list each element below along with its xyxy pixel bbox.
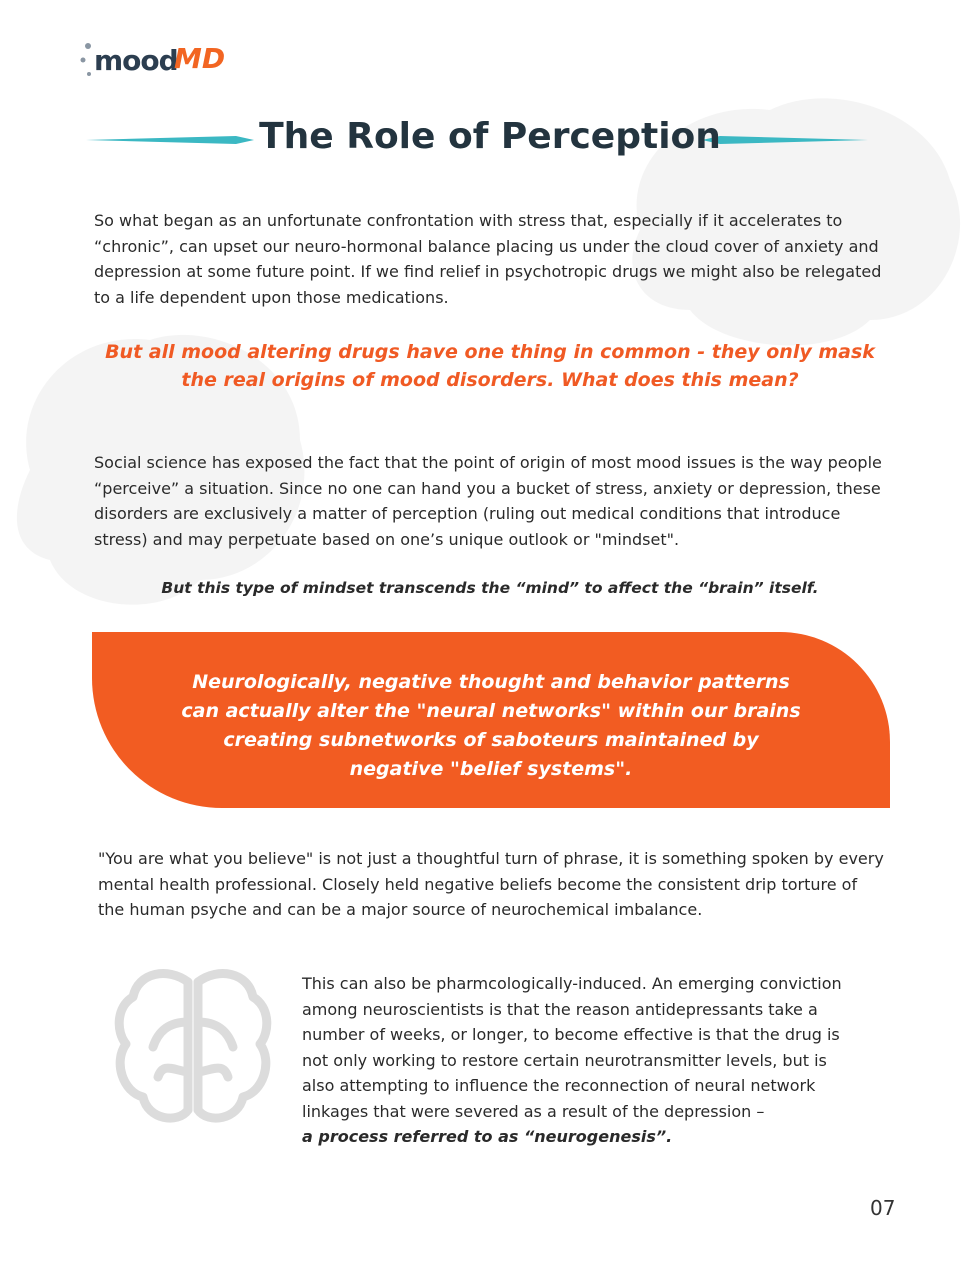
- highlight-banner-text: [92, 668, 890, 784]
- logo-dots-icon: [80, 40, 94, 80]
- brain-icon: [108, 962, 278, 1132]
- pull-quote-line-2: the real origins of mood disorders. What does this mean?: [181, 369, 799, 391]
- banner-line-4: negative "belief systems".: [349, 758, 633, 780]
- banner-line-1: Neurologically, negative thought and behavior patterns: [192, 671, 790, 693]
- page-title: The Role of Perception: [259, 116, 721, 157]
- pull-quote-line-1: But all mood altering drugs have one thing in common - they only mask: [105, 341, 875, 363]
- emphasis-line: But this type of mindset transcends the “mind” to affect the “brain” itself.: [161, 579, 819, 597]
- page-number: 07: [870, 1196, 896, 1220]
- logo-text-mood: mood: [94, 44, 178, 77]
- paragraph-4: [302, 971, 862, 1150]
- paragraph-1: So what began as an unfortunate confrontation with stress that, especially if it accelerates to “chronic”, can upset our neuro-hormonal balance placing us under the cloud cover of anxiety and depression at some future point. If we find relief in psychotropic drugs we might also be relegated to a life dependent upon those medications.: [94, 211, 882, 307]
- logo-text-md: MD: [174, 42, 226, 75]
- paragraph-4-body: This can also be pharmcologically-induced. An emerging conviction among neuroscientists is that the reason antidepressants take a number of weeks, or longer, to become effective is that the drug is not only working to restore certain neurotransmitter levels, but is also attempting to influence the reconnection of neural network linkages that were severed as a result of the depression –: [302, 974, 842, 1121]
- title-row: [0, 110, 980, 170]
- pull-quote: [60, 338, 920, 394]
- banner-line-3: creating subnetworks of saboteurs maintained by: [223, 729, 759, 751]
- banner-line-2: can actually alter the "neural networks" within our brains: [181, 700, 801, 722]
- paragraph-2: Social science has exposed the fact that the point of origin of most mood issues is the way people “perceive” a situation. Since no one can hand you a bucket of stress, anxiety or depression, these disorders are exclusively a matter of perception (ruling out medical conditions that introduce stress) and may perpetuate based on one’s unique outlook or "mindset".: [94, 453, 882, 549]
- neurogenesis-emphasis: a process referred to as “neurogenesis”.: [302, 1127, 673, 1146]
- paragraph-3: "You are what you believe" is not just a thoughtful turn of phrase, it is something spoken by every mental health professional. Closely held negative beliefs become the consistent drip torture of the human psyche and can be a major source of neurochemical imbalance.: [98, 849, 884, 919]
